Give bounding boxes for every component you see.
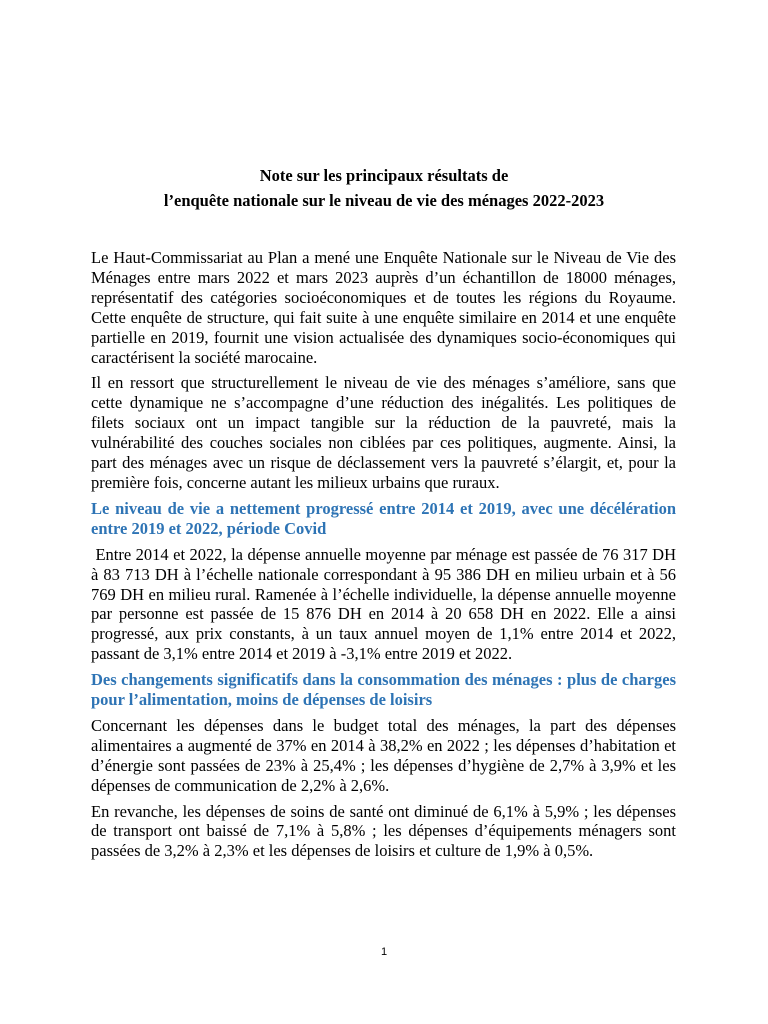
title-line-1: Note sur les principaux résultats de — [259, 166, 509, 185]
document-title — [0, 163, 768, 213]
title-line-2: l’enquête nationale sur le niveau de vie des ménages 2022-2023 — [163, 191, 605, 210]
page-number: 1 — [380, 946, 388, 958]
findings-paragraph: Il en ressort que structurellement le niveau de vie des ménages s’améliore, sans que cette dynamique ne s’accompagne d’une réduction des inégalités. Les politiques de filets sociaux ont un impact tangible sur la réduction de la pauvreté, mais la vulnérabilité des couches sociales non ciblées par ces politiques, augmente. Ainsi, la part des ménages avec un risque de déclassement vers la pauvreté s’élargit, et, pour la première fois, concerne autant les milieux urbains que ruraux. — [91, 373, 676, 492]
section-heading-living-standard: Le niveau de vie a nettement progressé entre 2014 et 2019, avec une décélération entre 2019 et 2022, période Covid — [91, 498, 676, 538]
document-body — [91, 248, 681, 867]
decline-paragraph: En revanche, les dépenses de soins de santé ont diminué de 6,1% à 5,9% ; les dépenses de transport ont baissé de 7,1% à 5,8% ; les dépenses d’équipements ménagers sont passées de 3,2% à 2,3% et les dépenses de loisirs et culture de 1,9% à 0,5%. — [91, 801, 676, 861]
intro-paragraph: Le Haut-Commissariat au Plan a mené une Enquête Nationale sur le Niveau de Vie des Ménages entre mars 2022 et mars 2023 auprès d’un échantillon de 18000 ménages, représentatif des catégories socioéconomiques et de toutes les régions du Royaume. Cette enquête de structure, qui fait suite à une enquête similaire en 2014 et une enquête partielle en 2019, fournit une vision actualisée des dynamiques socio-économiques qui caractérisent la société marocaine. — [91, 248, 676, 367]
section-heading-consumption: Des changements significatifs dans la consommation des ménages : plus de charges pour l’alimentation, moins de dépenses de loisirs — [91, 670, 676, 710]
expenditure-paragraph: Entre 2014 et 2022, la dépense annuelle moyenne par ménage est passée de 76 317 DH à 83 713 DH à l’échelle nationale correspondant à 95 386 DH en milieu urbain et à 56 769 DH en milieu rural. Ramenée à l’échelle individuelle, la dépense annuelle moyenne par personne est passée de 15 876 DH en 2014 à 20 658 DH en 2022. Elle a ainsi progressé, aux prix constants, à un taux annuel moyen de 1,1% entre 2014 et 2022, passant de 3,1% entre 2014 et 2019 à -3,1% entre 2019 et 2022. — [91, 544, 681, 664]
budget-share-paragraph: Concernant les dépenses dans le budget total des ménages, la part des dépenses alimentaires a augmenté de 37% en 2014 à 38,2% en 2022 ; les dépenses d’habitation et d’énergie sont passées de 23% à 25,4% ; les dépenses d’hygiène de 2,7% à 3,9% et les dépenses de communication de 2,2% à 2,6%. — [91, 715, 676, 795]
